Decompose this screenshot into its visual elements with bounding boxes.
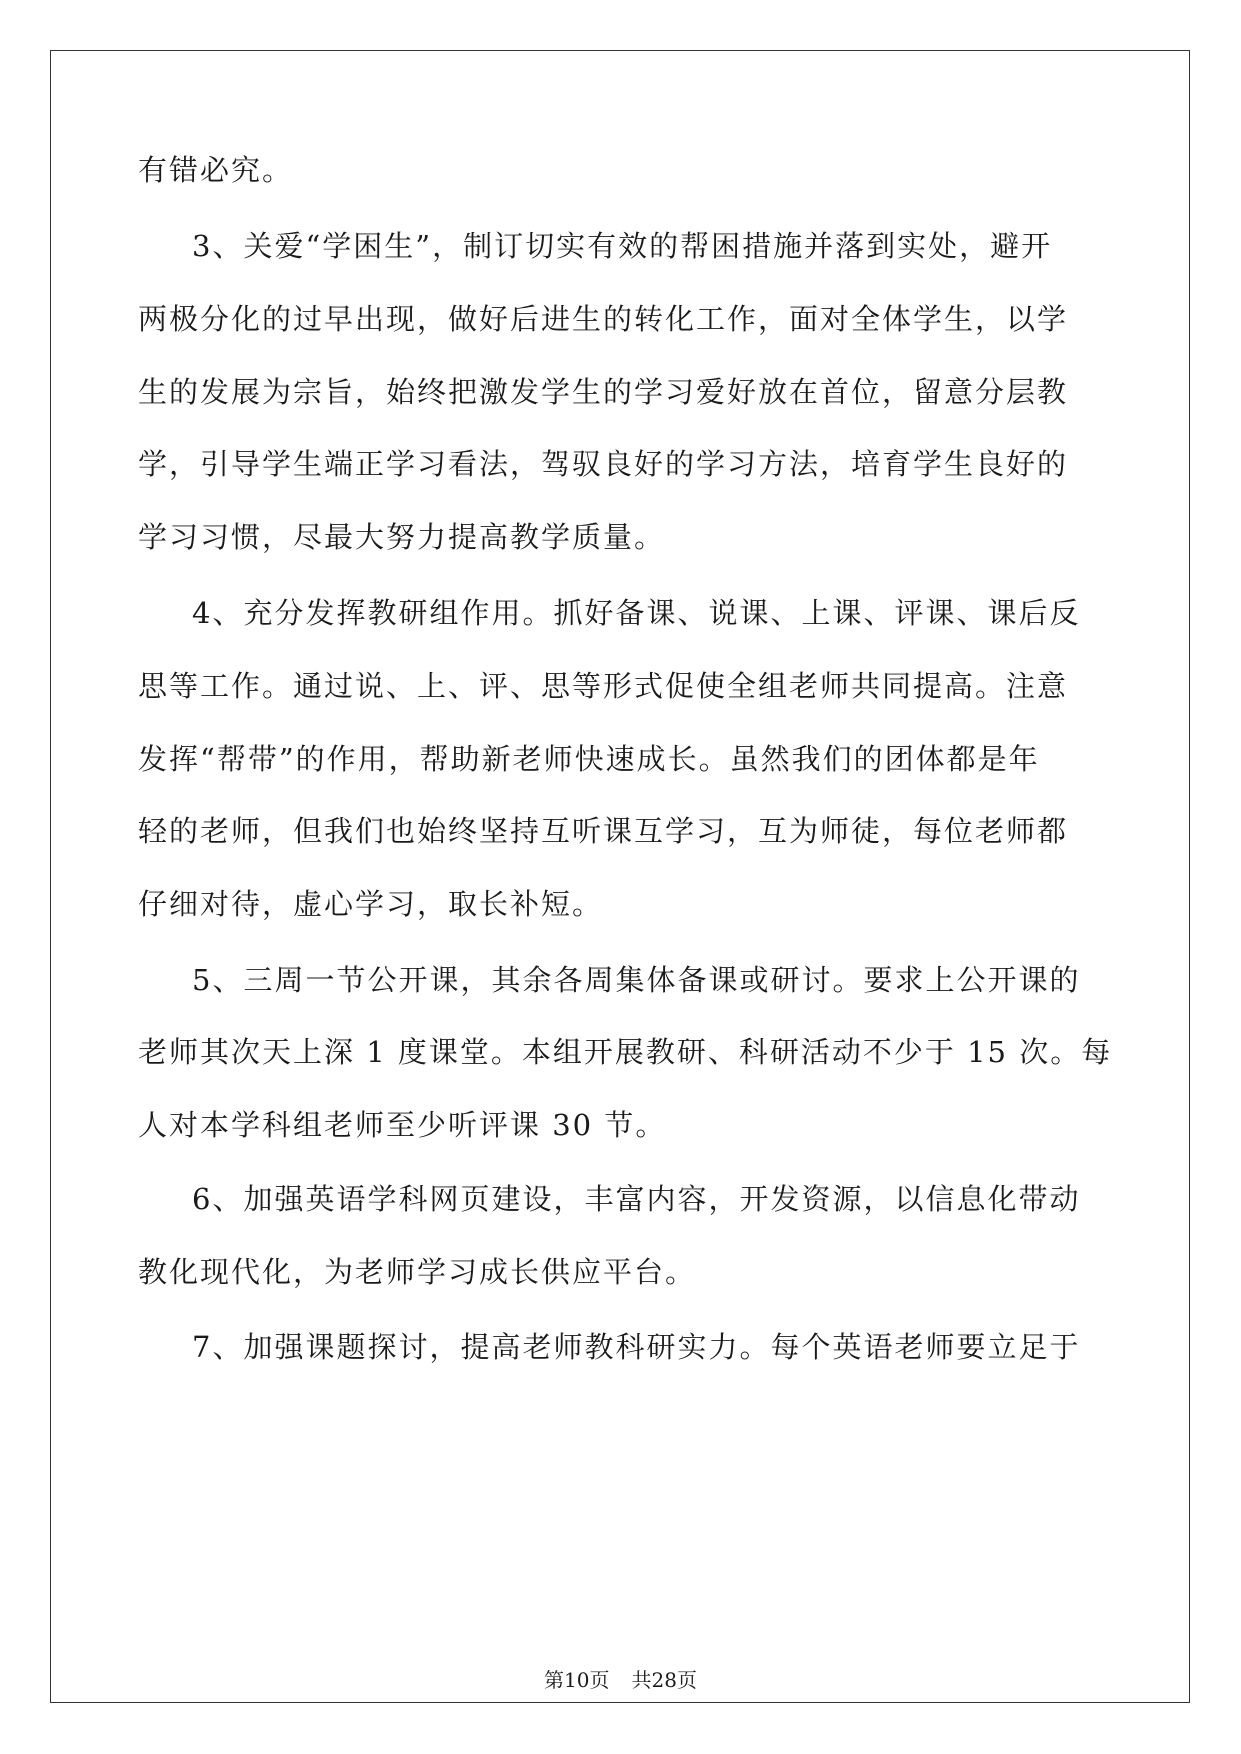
text-line: 学习习惯，尽最大努力提高教学质量。: [138, 520, 666, 554]
text-line: 4、充分发挥教研组作用。抓好备课、说课、上课、评课、课后反: [192, 596, 1081, 630]
text-line: 仔细对待，虚心学习，取长补短。: [138, 887, 604, 921]
page-footer: [0, 1664, 1241, 1693]
text-line: 7、加强课题探讨，提高老师教科研实力。每个英语老师要立足于: [192, 1330, 1081, 1364]
text-line: 发挥“帮带”的作用，帮助新老师快速成长。虽然我们的团体都是年: [138, 742, 1040, 776]
text-line: 教化现代化，为老师学习成长供应平台。: [138, 1255, 697, 1289]
text-line: 6、加强英语学科网页建设，丰富内容，开发资源，以信息化带动: [192, 1182, 1081, 1216]
text-line: 生的发展为宗旨，始终把激发学生的学习爱好放在首位，留意分层教: [138, 375, 1069, 409]
text-line: 5、三周一节公开课，其余各周集体备课或研讨。要求上公开课的: [192, 963, 1081, 997]
text-line: 3、关爱“学困生”，制订切实有效的帮困措施并落到实处，避开: [192, 229, 1053, 263]
text-line: 老师其次天上深 1 度课堂。本组开展教研、科研活动不少于 15 次。每: [138, 1035, 1113, 1069]
page-number: 第10页: [544, 1668, 610, 1692]
text-line: 两极分化的过早出现，做好后进生的转化工作，面对全体学生，以学: [138, 302, 1069, 336]
text-line: 轻的老师，但我们也始终坚持互听课互学习，互为师徒，每位老师都: [138, 814, 1069, 848]
text-line: 思等工作。通过说、上、评、思等形式促使全组老师共同提高。注意: [138, 669, 1069, 703]
text-line: 学，引导学生端正学习看法，驾驭良好的学习方法，培育学生良好的: [138, 447, 1069, 481]
text-line: 人对本学科组老师至少听评课 30 节。: [138, 1108, 667, 1142]
text-line: 有错必究。: [138, 153, 294, 187]
page-total: 共28页: [631, 1668, 697, 1692]
